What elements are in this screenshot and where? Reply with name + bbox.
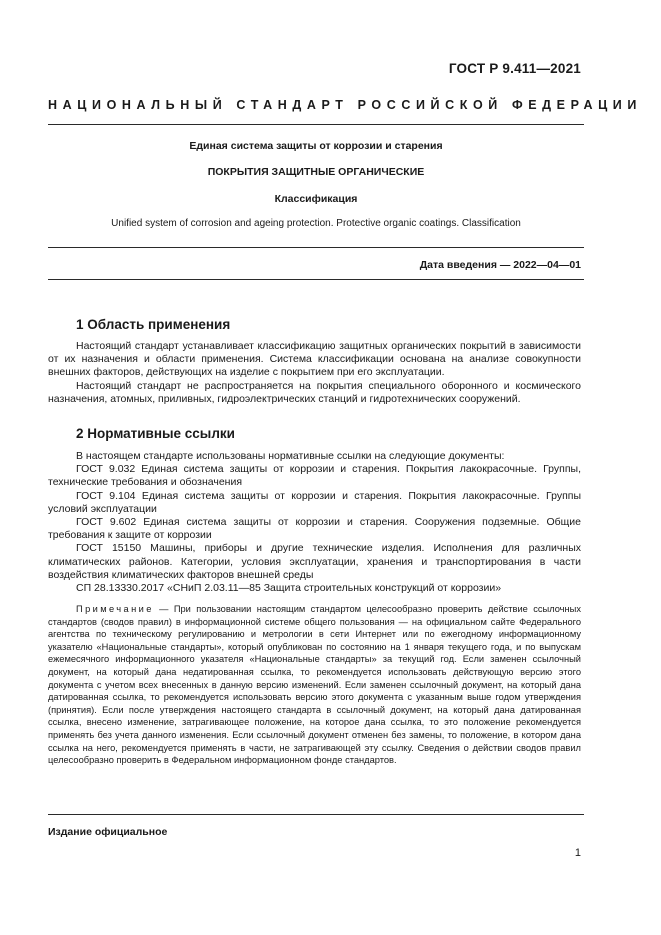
paragraph: Настоящий стандарт не распространяется на покрытия специального оборонного и космического назначения, атомных, приливных, гидроэлектрических станций и гидротехнических сооружений. (48, 379, 581, 405)
note-text: — При пользовании настоящим стандартом целесообразно проверить действие ссылочных стандартов (сводов правил) в информационной системе общего пользования — на официальном сайте Федерального агентства по техническому регулированию и метрологии в сети Интернет или по ежегодному информационному указателю «Национальные стандарты», который опубликован по состоянию на 1 января текущего года, и по выпускам ежемесячного информационного указателя «Национальные стандарты» за текущий год. Если заменен ссылочный документ, на который дана недатированная ссылка, то рекомендуется использовать действующую версию этого документа с учетом всех внесенных в данную версию изменений. Если заменен ссылочный документ, на который дана датированная ссылка, то рекомендуется использовать версию этого документа с указанным выше годом утверждения (принятия). Если после утверждения настоящего стандарта в ссылочный документ, на который дана датированная ссылка, внесено изменение, затрагивающее положение, на которое дана ссылка, то это положение рекомендуется применять без учета данного изменения. Если ссылочный документ отменен без замены, то положение, в котором дана ссылка на него, рекомендуется применять в части, не затрагивающей эту ссылку. Сведения о действии сводов правил целесообразно проверить в Федеральном информационном фонде стандартов. (48, 604, 581, 766)
divider-title-bottom (48, 247, 584, 248)
english-title: Unified system of corrosion and ageing protection. Protective organic coatings. Classification (111, 218, 521, 229)
reference-item: СП 28.13330.2017 «СНиП 2.03.11—85 Защита строительных конструкций от коррозии» (76, 582, 502, 595)
reference-item: ГОСТ 9.602 Единая система защиты от коррозии и старения. Сооружения подземные. Общие требования к защите от коррозии (48, 516, 581, 542)
main-title: ПОКРЫТИЯ ЗАЩИТНЫЕ ОРГАНИЧЕСКИЕ (207, 166, 425, 178)
section-1-body (48, 340, 581, 406)
official-edition: Издание официальное (48, 826, 168, 838)
page-number: 1 (574, 847, 581, 859)
introduction-date: Дата введения — 2022—04—01 (419, 259, 581, 271)
reference-item: ГОСТ 9.032 Единая система защиты от коррозии и старения. Покрытия лакокрасочные. Группы, технические требования и обозначения (48, 463, 581, 489)
divider-footer (48, 814, 584, 815)
section-2-body (48, 450, 581, 595)
paragraph: Настоящий стандарт устанавливает классификацию защитных органических покрытий в зависимости от их назначения и области применения. Система классификации основана на анализе совокупности внешних факторов, действующих на изделие с покрытием при его эксплуатации. (48, 340, 581, 379)
standard-number: ГОСТ Р 9.411—2021 (448, 61, 581, 76)
divider-top (48, 124, 584, 125)
paragraph: В настоящем стандарте использованы нормативные ссылки на следующие документы: (76, 450, 505, 462)
system-title: Единая система защиты от коррозии и старения (189, 140, 443, 152)
divider-date (48, 279, 584, 280)
reference-item: ГОСТ 9.104 Единая система защиты от коррозии и старения. Покрытия лакокрасочные. Группы условий эксплуатации (48, 489, 581, 515)
section-1-heading: 1 Область применения (76, 317, 231, 332)
national-standard-heading: НАЦИОНАЛЬНЫЙ СТАНДАРТ РОССИЙСКОЙ ФЕДЕРАЦИИ (48, 98, 642, 112)
note (48, 603, 581, 767)
title-block (48, 140, 584, 229)
note-label: Примечание (76, 604, 154, 614)
subtitle: Классификация (274, 193, 358, 205)
reference-item: ГОСТ 15150 Машины, приборы и другие технические изделия. Исполнения для различных климатических районов. Категории, условия эксплуатации, хранения и транспортирования в части воздействия климатических факторов внешней среды (48, 542, 581, 581)
section-2-heading: 2 Нормативные ссылки (76, 426, 235, 441)
